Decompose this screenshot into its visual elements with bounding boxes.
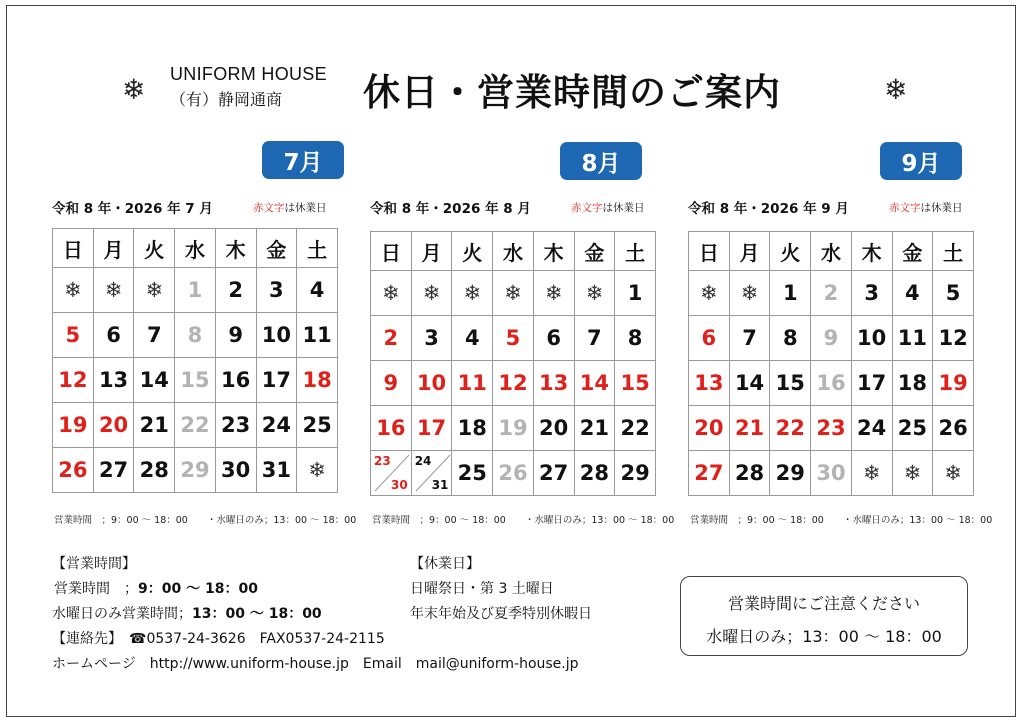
calendar-day: 6 [93, 313, 134, 358]
calendar-day: 31 [256, 448, 297, 493]
calendar-day: 10 [256, 313, 297, 358]
weekday-header: 土 [933, 232, 974, 271]
company-name-jp: （有）静岡通商 [170, 92, 283, 109]
legend-note [889, 200, 963, 215]
calendar-day: 1 [175, 268, 216, 313]
calendar-day: 3 [256, 268, 297, 313]
calendar-day: 6 [533, 316, 574, 361]
weekday-header: 木 [215, 229, 256, 268]
calendar-day: 15 [175, 358, 216, 403]
weekday-header: 日 [53, 229, 94, 268]
calendar-day: 12 [493, 361, 534, 406]
snowflake-icon: ❄ [533, 271, 574, 316]
calendar-day: 2 [371, 316, 412, 361]
calendar-day: 4 [452, 316, 493, 361]
wed-hours-value: 13：00 ～ 18：00 [192, 606, 322, 622]
legend-rest: は休業日 [920, 202, 963, 214]
snowflake-icon: ❄ [452, 271, 493, 316]
weekday-header: 月 [729, 232, 770, 271]
calendar-day: 26 [933, 406, 974, 451]
hours-footnote: 営業時間 ；9：00 ～ 18：00 ・水曜日のみ；13：00 ～ 18：00 [54, 515, 357, 526]
snowflake-icon: ❄ [933, 451, 974, 496]
calendar-day: 19 [933, 361, 974, 406]
hours-label: 営業時間 ； [54, 581, 138, 597]
calendar-day: 14 [574, 361, 615, 406]
calendar-day: 13 [93, 358, 134, 403]
calendar-day: 15 [615, 361, 656, 406]
calendar-heading: 令和 8 年・2026 年 8 月 [370, 201, 531, 217]
snowflake-icon: ❄ [851, 451, 892, 496]
calendar-day: 15 [770, 361, 811, 406]
calendar-day: 8 [615, 316, 656, 361]
weekday-header: 火 [770, 232, 811, 271]
snowflake-icon: ❄ [134, 268, 175, 313]
calendar-day: 19 [53, 403, 94, 448]
calendar-day: 5 [933, 271, 974, 316]
hours-value: 9：00 ～ 18：00 [138, 581, 258, 597]
legend-rest: は休業日 [602, 202, 645, 214]
weekday-header: 火 [452, 232, 493, 271]
calendar-day: 9 [811, 316, 852, 361]
snowflake-icon: ❄ [411, 271, 452, 316]
calendar-day: 17 [411, 406, 452, 451]
calendar-day: 21 [134, 403, 175, 448]
calendar-day: 28 [574, 451, 615, 496]
legend-note [253, 200, 327, 215]
month-badge: 7月 [262, 141, 344, 179]
web-line: ホームページ http://www.uniform-house.jp Email mail@uniform-house.jp [52, 656, 579, 672]
calendar-day: 22 [175, 403, 216, 448]
legend-note [571, 200, 645, 215]
calendar-day: 11 [892, 316, 933, 361]
weekday-header: 土 [297, 229, 338, 268]
calendar-day: 21 [729, 406, 770, 451]
calendar-day: 4 [297, 268, 338, 313]
calendar-day-split [411, 451, 452, 496]
calendar-day: 21 [574, 406, 615, 451]
calendar-day: 27 [533, 451, 574, 496]
snowflake-icon: ❄ [689, 271, 730, 316]
calendar-day: 20 [93, 403, 134, 448]
calendar-day: 11 [297, 313, 338, 358]
calendar-day: 13 [533, 361, 574, 406]
weekday-header: 火 [134, 229, 175, 268]
weekday-header: 水 [175, 229, 216, 268]
calendar-day: 22 [615, 406, 656, 451]
snowflake-icon: ❄ [884, 73, 908, 106]
calendar-day: 28 [729, 451, 770, 496]
weekday-header: 土 [615, 232, 656, 271]
calendar-day: 16 [215, 358, 256, 403]
calendar-day: 26 [53, 448, 94, 493]
calendar-day: 8 [175, 313, 216, 358]
month-badge: 8月 [560, 142, 642, 180]
weekday-header: 水 [811, 232, 852, 271]
weekday-header: 木 [533, 232, 574, 271]
calendar-day: 11 [452, 361, 493, 406]
calendar-day: 27 [689, 451, 730, 496]
calendar-day: 29 [175, 448, 216, 493]
calendar-day: 18 [892, 361, 933, 406]
legend-red: 赤文字 [571, 202, 603, 214]
split-day [412, 451, 452, 495]
calendar-day: 1 [770, 271, 811, 316]
snowflake-icon: ❄ [371, 271, 412, 316]
calendar-day: 7 [134, 313, 175, 358]
company-name-en: UNIFORM HOUSE [170, 64, 327, 84]
calendar-day: 9 [215, 313, 256, 358]
calendar-day: 14 [729, 361, 770, 406]
calendar-day: 5 [493, 316, 534, 361]
calendar-day: 23 [215, 403, 256, 448]
calendar-day: 16 [371, 406, 412, 451]
holiday-title: 【休業日】 [410, 556, 480, 572]
calendar-day: 20 [689, 406, 730, 451]
weekday-header: 日 [371, 232, 412, 271]
calendar-day: 16 [811, 361, 852, 406]
holiday-line: 日曜祭日・第 3 土曜日 [410, 581, 554, 597]
calendar-day: 12 [53, 358, 94, 403]
calendar-day: 18 [297, 358, 338, 403]
snowflake-icon: ❄ [122, 73, 146, 106]
legend-rest: は休業日 [284, 202, 327, 214]
split-day [371, 451, 411, 495]
calendar-day: 3 [851, 271, 892, 316]
calendar-day-split [371, 451, 412, 496]
calendar-day: 9 [371, 361, 412, 406]
page-title: 休日・営業時間のご案内 [363, 71, 781, 114]
weekday-header: 日 [689, 232, 730, 271]
calendar-day: 10 [851, 316, 892, 361]
notice-box [680, 576, 968, 656]
calendar-table [688, 231, 974, 496]
weekday-header: 月 [411, 232, 452, 271]
snowflake-icon: ❄ [892, 451, 933, 496]
weekday-header: 金 [256, 229, 297, 268]
split-day-second: 30 [391, 478, 408, 492]
calendar-day: 3 [411, 316, 452, 361]
calendar-day: 27 [93, 448, 134, 493]
calendar-day: 17 [851, 361, 892, 406]
calendar-table [52, 228, 338, 493]
calendar-day: 19 [493, 406, 534, 451]
calendar-day: 4 [892, 271, 933, 316]
calendar-day: 20 [533, 406, 574, 451]
calendar-day: 7 [729, 316, 770, 361]
split-day-first: 24 [414, 454, 432, 468]
calendar-day: 22 [770, 406, 811, 451]
split-day-second: 31 [431, 478, 449, 492]
calendar-day: 26 [493, 451, 534, 496]
calendar-day: 28 [134, 448, 175, 493]
calendar-day: 25 [892, 406, 933, 451]
calendar-day: 12 [933, 316, 974, 361]
weekday-header: 水 [493, 232, 534, 271]
month-badge: 9月 [880, 142, 962, 180]
weekday-header: 金 [574, 232, 615, 271]
snowflake-icon: ❄ [297, 448, 338, 493]
calendar-day: 30 [811, 451, 852, 496]
calendar-day: 14 [134, 358, 175, 403]
company-name [170, 64, 327, 110]
calendar-day: 23 [811, 406, 852, 451]
weekday-header: 木 [851, 232, 892, 271]
calendar-heading: 令和 8 年・2026 年 9 月 [688, 201, 849, 217]
hours-footnote: 営業時間 ；9：00 ～ 18：00 ・水曜日のみ；13：00 ～ 18：00 [690, 515, 993, 526]
snowflake-icon: ❄ [729, 271, 770, 316]
calendar-day: 30 [215, 448, 256, 493]
calendar-day: 17 [256, 358, 297, 403]
contact-value: ☎0537-24-3626 FAX0537-24-2115 [129, 631, 385, 647]
contact-row [52, 627, 579, 652]
wed-hours-label: 水曜日のみ営業時間； [52, 606, 192, 622]
weekday-header: 金 [892, 232, 933, 271]
snowflake-icon: ❄ [574, 271, 615, 316]
calendar-day: 24 [851, 406, 892, 451]
calendar-day: 10 [411, 361, 452, 406]
calendar-table [370, 231, 656, 496]
calendar-day: 2 [811, 271, 852, 316]
calendar-day: 24 [256, 403, 297, 448]
calendar-day: 2 [215, 268, 256, 313]
calendar-day: 7 [574, 316, 615, 361]
calendar-day: 8 [770, 316, 811, 361]
calendar-day: 25 [452, 451, 493, 496]
split-day-first: 23 [374, 454, 391, 468]
contact-title: 【連絡先】 [52, 631, 115, 647]
calendar-day: 5 [53, 313, 94, 358]
legend-red: 赤文字 [253, 202, 285, 214]
calendar-day: 29 [770, 451, 811, 496]
hours-title: 【営業時間】 [52, 556, 136, 572]
calendar-day: 18 [452, 406, 493, 451]
snowflake-icon: ❄ [93, 268, 134, 313]
calendar-heading: 令和 8 年・2026 年 7 月 [52, 201, 213, 217]
notice-line: 水曜日のみ；13：00 ～ 18：00 [706, 627, 942, 646]
snowflake-icon: ❄ [53, 268, 94, 313]
snowflake-icon: ❄ [493, 271, 534, 316]
notice-line: 営業時間にご注意ください [727, 594, 920, 613]
calendar-day: 1 [615, 271, 656, 316]
calendar-day: 6 [689, 316, 730, 361]
holiday-line: 年末年始及び夏季特別休暇日 [410, 606, 592, 622]
holiday-info [410, 552, 592, 627]
weekday-header: 月 [93, 229, 134, 268]
calendar-day: 13 [689, 361, 730, 406]
calendar-day: 25 [297, 403, 338, 448]
hours-footnote: 営業時間 ；9：00 ～ 18：00 ・水曜日のみ；13：00 ～ 18：00 [372, 515, 675, 526]
legend-red: 赤文字 [889, 202, 921, 214]
calendar-day: 29 [615, 451, 656, 496]
